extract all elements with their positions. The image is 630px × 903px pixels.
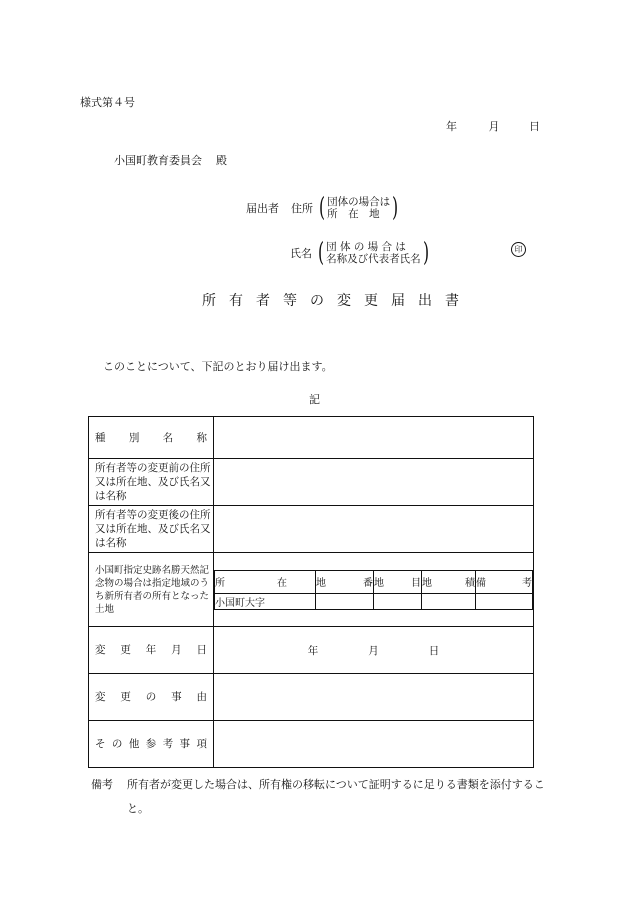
filer-address-line	[246, 195, 400, 221]
date-year: 年	[446, 120, 457, 133]
header-notes	[476, 570, 533, 593]
header-area	[422, 570, 476, 593]
label-char: 別	[128, 431, 140, 444]
name-note-line-2: 名称及び代表者氏名	[326, 253, 421, 265]
category-value-cell[interactable]	[374, 593, 422, 609]
label-char: の	[145, 691, 157, 703]
row-before	[89, 459, 534, 506]
row-reason	[89, 674, 534, 721]
area-value-cell[interactable]	[422, 593, 476, 609]
header-char: 在	[277, 578, 287, 589]
label-char: の	[111, 738, 123, 750]
change-year: 年	[307, 644, 319, 657]
submission-date	[446, 118, 540, 134]
label-char: そ	[95, 738, 106, 750]
name-note	[316, 240, 431, 266]
header-location	[215, 570, 316, 593]
name-label: 氏名	[290, 247, 312, 260]
header-char: 地	[422, 578, 432, 589]
type-label	[89, 417, 214, 459]
change-date-cell[interactable]	[214, 627, 534, 674]
header-category	[374, 570, 422, 593]
before-label: 所有者等の変更前の住所又は所在地、及び氏名又は名称	[89, 459, 214, 506]
row-land	[89, 553, 534, 627]
land-label: 小国町指定史跡名勝天然記念物の場合は指定地域のうち新所有者の所有となった土地	[89, 553, 214, 627]
header-char: 考	[522, 578, 532, 589]
addressee-name: 小国町教育委員会	[114, 154, 202, 167]
date-month: 月	[488, 120, 500, 133]
label-char: 種	[95, 431, 106, 444]
open-paren: (	[319, 193, 326, 223]
other-value-cell[interactable]	[214, 721, 534, 768]
header-lot	[316, 570, 374, 593]
remark-label: 備考	[91, 778, 113, 791]
ki-heading: 記	[309, 393, 320, 406]
label-char: 日	[196, 644, 207, 656]
label-char: 更	[120, 691, 131, 703]
after-value-cell[interactable]	[214, 506, 534, 553]
label-char: 事	[179, 738, 191, 750]
form-table	[88, 416, 534, 768]
label-char: 参	[145, 738, 157, 750]
reason-label	[89, 674, 214, 721]
notes-value-cell[interactable]	[476, 593, 533, 609]
reason-value-cell[interactable]	[214, 674, 534, 721]
lot-value-cell[interactable]	[316, 593, 374, 609]
document-title: 所有者等の変更届出書	[202, 293, 472, 309]
filer-label: 届出者	[246, 202, 279, 215]
date-day: 日	[529, 120, 540, 133]
remark	[91, 773, 561, 821]
row-other	[89, 721, 534, 768]
label-char: 称	[196, 431, 207, 444]
header-char: 所	[215, 578, 225, 589]
after-label: 所有者等の変更後の住所又は所在地、及び氏名又は名称	[89, 506, 214, 553]
label-char: 更	[120, 644, 131, 656]
label-char: 項	[196, 738, 207, 750]
name-note-line-1: 団 体 の 場 合 は	[326, 241, 406, 253]
land-data-row	[215, 593, 533, 609]
row-type	[89, 417, 534, 459]
address-label: 住所	[291, 202, 313, 215]
type-value-cell[interactable]	[214, 417, 534, 459]
land-cell	[214, 553, 534, 627]
header-char: 地	[374, 578, 384, 589]
change-month: 月	[368, 644, 379, 657]
open-paren: (	[318, 238, 325, 268]
address-note-line-2: 所 在 地	[327, 208, 380, 220]
row-date	[89, 627, 534, 674]
label-char: 変	[95, 691, 106, 703]
label-char: 変	[95, 644, 106, 656]
close-paren: )	[392, 193, 399, 223]
label-char: 事	[171, 691, 182, 703]
close-paren: )	[422, 238, 429, 268]
addressee-honorific: 殿	[216, 154, 227, 167]
addressee	[114, 152, 227, 168]
label-char: 考	[162, 738, 174, 750]
label-char: 年	[145, 644, 157, 656]
address-note-line-1: 団体の場合は	[327, 196, 391, 208]
before-value-cell[interactable]	[214, 459, 534, 506]
header-char: 番	[363, 578, 373, 589]
row-after	[89, 506, 534, 553]
label-char: 月	[171, 644, 182, 656]
intro-text: このことについて、下記のとおり届け出ます。	[103, 360, 333, 373]
address-note	[317, 195, 400, 221]
seal-mark: 印	[511, 242, 526, 257]
land-subtable	[214, 570, 533, 610]
header-char: 積	[465, 578, 475, 589]
remark-text: 所有者が変更した場合は、所有権の移転について証明するに足りる書類を添付すること。	[127, 778, 545, 815]
form-number: 様式第４号	[80, 96, 135, 109]
label-char: 由	[196, 691, 207, 703]
label-char: 名	[162, 431, 174, 444]
header-char: 目	[411, 578, 421, 589]
filer-name-line	[290, 240, 431, 266]
land-header-row	[215, 570, 533, 593]
header-char: 地	[316, 578, 326, 589]
header-char: 備	[476, 578, 486, 589]
date-label	[89, 627, 214, 674]
location-value-cell[interactable]: 小国町大字	[215, 593, 316, 609]
other-label	[89, 721, 214, 768]
change-day: 日	[428, 644, 440, 657]
label-char: 他	[128, 738, 140, 750]
